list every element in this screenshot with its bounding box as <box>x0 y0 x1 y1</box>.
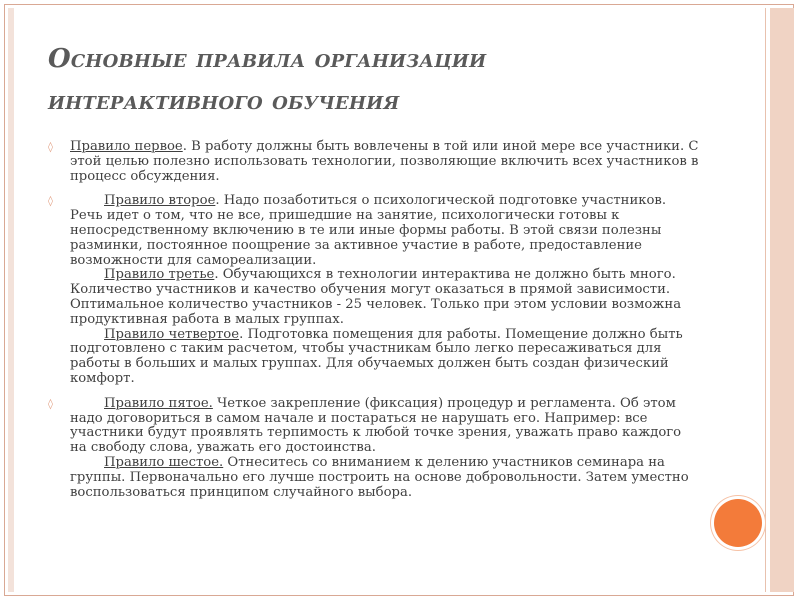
rule-2-name: Правило второе <box>104 193 216 209</box>
rule-4-paragraph <box>48 328 700 387</box>
rule-3-text: . Обучающихся в технологии интерактива не должно быть много. Количество участников и качество обучения могут оказаться в прямой зависимости. Оптимальное количество участников - 25 человек. Только при этом условии возможна продуктивная работа в малых группах. <box>70 267 682 327</box>
rule-6-name: Правило шестое. <box>104 454 224 470</box>
rule-6-paragraph <box>48 456 700 500</box>
rule-5-text: Четкое закрепление (фиксация) процедур и регламента. Об этом надо договориться в самом начале и постараться не нарушать его. Например: все участники будут проявлять терпимость к любой точке зрения, уважать право каждого на свободу слова, уважать его достоинства. <box>70 395 682 456</box>
diamond-bullet-icon: ◊ <box>48 196 53 208</box>
rule-6-text: Отнеситесь со вниманием к делению участников семинара на группы. Первоначально его лучше построить на основе добровольности. Затем уместно воспользоваться принципом случайного выбора. <box>70 454 689 500</box>
diamond-bullet-icon: ◊ <box>48 398 53 410</box>
slide-title-line-1: Основные правила организации <box>48 44 487 74</box>
diamond-bullet-icon: ◊ <box>48 142 53 153</box>
rule-2-text: . Надо позаботиться о психологической подготовке участников. Речь идет о том, что не все, пришедшие на занятие, психологически готовы к непосредственному включению в те или иные формы работы. В этой связи полезны разминки, постоянное поощрение за активное участие в работе, предоставление возможности для самореализации. <box>70 193 667 268</box>
slide-body <box>48 140 700 500</box>
slide-title <box>48 38 688 122</box>
rule-3-name: Правило третье <box>104 267 215 283</box>
rule-1-name: Правило первое <box>70 139 183 154</box>
rule-5-name: Правило пятое. <box>104 395 213 411</box>
rule-1-text: . В работу должны быть вовлечены в той или иной мере все участники. С этой целью полезно использовать технологии, позволяющие включить всех участников в процесс обсуждения. <box>70 139 699 184</box>
rule-4-name: Правило четвертое <box>104 326 240 342</box>
rule-4-text: . Подготовка помещения для работы. Помещение должно быть подготовлено с таким расчетом, чтобы участникам было легко пересаживаться для работы в больших и малых группах. Для обучаемых должен быть создан физический комфорт. <box>70 326 683 386</box>
list-item-rule-1 <box>48 140 700 184</box>
list-item-rule-2 <box>48 194 700 268</box>
rule-3-paragraph <box>48 268 700 327</box>
left-decor-bar <box>8 8 14 592</box>
slide-title-line-2: интерактивного обучения <box>48 86 400 116</box>
decorative-circle <box>714 499 762 547</box>
right-decor-line <box>765 8 766 592</box>
right-decor-bar <box>770 8 794 592</box>
list-item-rule-5 <box>48 397 700 456</box>
